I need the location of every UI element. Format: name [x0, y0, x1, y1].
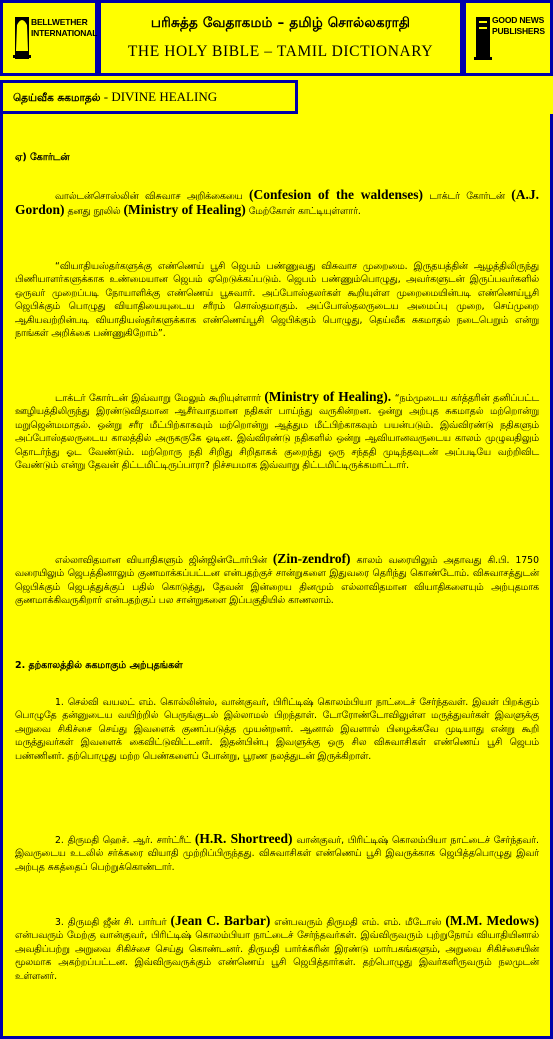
content-area [0, 114, 553, 1039]
title-english: THE HOLY BIBLE – TAMIL DICTIONARY [127, 43, 434, 60]
section-title-english: - DIVINE HEALING [103, 89, 218, 104]
item2-text-2: வான்குவர், பிரிட்டிஷ் கொலம்பியா நாட்டைச் சேர்ந்தவர். இவருடைய உடலில் சர்க்கரை வியாதி முற்றிப்பிருந்தது. விசுவாசிகள் எண்ணெய் பூசி இவருக்காக ஜெபித்தபொழுது இவர் அற்புத சுகத்தைப் பெற்றுக்கொண்டார். [15, 835, 539, 873]
testimony-2 [15, 832, 539, 874]
item2-text-1: 2. திருமதி ஹெச். ஆர். சார்ட்ரீட் [55, 835, 192, 846]
item2-english-1: (H.R. Shortreed) [194, 831, 293, 846]
header [0, 0, 553, 80]
para1-english-2: (A.J. Gordon) [15, 187, 539, 218]
item3-english-1: (Jean C. Barbar) [170, 913, 271, 928]
para4-text-1: எல்லாவிதமான வியாதிகளும் ஜின்ஜின்டோர்பின் [55, 555, 267, 566]
paragraph-confession [15, 188, 539, 219]
subheading-gordon: ஏ) கோர்டன் [15, 152, 70, 163]
item3-english-2: (M.M. Medows) [445, 913, 539, 928]
left-logo-text: BELLWETHER INTERNATIONAL [31, 17, 98, 38]
para1-text-2: டாக்டர் கோர்டன் [429, 191, 505, 202]
section-title-box [0, 80, 298, 114]
para1-english-3: (Ministry of Healing) [123, 202, 246, 218]
right-logo-text: GOOD NEWS PUBLISHERS [492, 15, 545, 36]
para4-text-2: காலம் வரையிலும் அதாவது கி.பி. 1750 வரையிலும் ஜெபத்தினாலும் குணமாக்கப்பட்டன என்பதற்குச் சான்றுகளை இதுவரை தெரிந்து கொண்டோம். விசுவாசத்துடன் ஜெபிக்கும் ஜெபத்துக்குப் பதில் கொடுத்து, தேவன் இன்றைய தினமும் எல்லாவிதமான வியாதிகளையும் அற்புதமாக குணமாக்கிவருகிறார் என்பதற்குப் பல சான்றுகளை இப்பகுதியில் காணலாம். [15, 555, 540, 607]
section-title-tamil: தெய்வீக சுகமாதல் [13, 92, 101, 104]
para3-english-1: (Ministry of Healing). [264, 389, 392, 404]
item3-text-1: 3. திருமதி ஜீன் சி. பார்பர் [55, 917, 167, 928]
paragraph-zinzendorf [15, 552, 539, 608]
testimony-1 [15, 696, 539, 763]
para1-english-1: (Confesion of the waldenses) [249, 187, 424, 202]
para1-text-4: மேற்கோள் காட்டியுள்ளார். [248, 206, 361, 218]
publisher-logo-right [463, 0, 553, 76]
para4-english-1: (Zin-zendrof) [272, 551, 351, 566]
item3-text-2: என்பவரும் திருமதி எம். எம். மீடோஸ் [274, 917, 442, 928]
testimony-3 [15, 914, 539, 983]
para3-text-1: டாக்டர் கோர்டன் இவ்வாறு மேலும் கூறியுள்ளார் [55, 393, 261, 404]
paragraph-two-rivers [15, 390, 539, 472]
para1-text-1: வால்டன்சொஸ்லின் விசுவாச அறிக்கையை [55, 191, 243, 202]
item1-text: 1. செல்வி வயலட் எம். கொல்லின்ஸ், வான்குவர், பிரிட்டிஷ் கொலம்பியா நாட்டைச் சேர்ந்தவள். இவள் பிறக்கும் பொழுதே தன்னுடைய வயிற்றில் பெருங்குடல் இல்லாமல் பிறந்தாள். டோரோண்டோவிலுள்ள மருத்துவர்கள் இவளுக்கு அறுவை சிகிச்சை செய்து இவளைக் குணப்படுத்த முயன்றனர். ஆனால் இவளால் பிழைக்கவே முடியாது என்று கூறி மருத்துவர்கள் இவளைக் கைவிட்டுவிட்டனர். இதன்பின்பு இவளுக்கு ஒரு சில விசுவாசிகள் எண்ணெய் பூசி ஜெபம் பண்ணினர். தற்பொழுது மற்ற பெண்களைப் போன்று, பூரண நலத்துடன் இருக்கிறாள். [15, 697, 539, 762]
paragraph-quote [15, 260, 539, 340]
subheading-modern-miracles: 2. தற்காலத்தில் சுகமாகும் அற்புதங்கள் [15, 660, 183, 671]
para3-text-2: “நம்முடைய கர்த்தரின் தனிப்பட்ட ஊழியத்திலிருந்து இரண்டுவிதமான ஆசீர்வாதமான நதிகள் பாய்ந்து வருகின்றன. ஒன்று அற்புத சுகமாதல் மற்றொன்று மறுஜென்மமாதல். ஒன்று சரீர மீட்பிற்காகவும் மற்றொன்று ஆத்தும மீட்பிற்காகவும் பயன்படும். இவ்விரண்டு நதிகளும் அப்போஸ்தலருடைய காலத்தில் அருகருகே ஓடின. இவ்விரண்டு நதிகளில் ஒன்று ஆவியானவருடைய காலம் முழுவதிலும் தொடர்ந்து ஓட வேண்டும். மற்றொரு நதி சிறிது சிறிதாகக் குறைந்து ஒரு சந்ததி முடிந்தவுடன் அப்படியே வற்றிவிட வேண்டும் என்று தேவன் திட்டமிட்டிருப்பாரா? நிச்சயமாக இவ்வாறு திட்டமிட்டிருக்கமாட்டார். [15, 393, 539, 472]
title-tamil: பரிசுத்த வேதாகமம் – தமிழ் சொல்லகராதி [150, 15, 411, 31]
para1-text-3: தனது நூலில் [67, 206, 121, 218]
title-box [98, 0, 463, 76]
section-title [13, 89, 217, 105]
item3-text-3: என்பவரும் மேற்கு வான்குவர், பிரிட்டிஷ் கொலம்பியா நாட்டைச் சேர்ந்தவர்கள். இவ்விருவரும் புற்றுநோய் வியாதியினால் அவதிப்பற்று அறுவை சிகிச்சை செய்து கொண்டனர். திருமதி பார்க்கரின் இரண்டு மார்பகங்களும், அறுவை சிகிச்சையின் மூலமாக அகற்றப்பட்டன. இவ்விருவருக்கும் எண்ணெய் பூசி ஜெபித்தார்கள். தற்பொழுது இவர்களிருவரும் நலமுடன் உள்ளனர். [15, 930, 539, 982]
para2-text: “வியாதியஸ்தர்களுக்கு எண்ணெய் பூசி ஜெபம் பண்ணுவது விசுவாச முறைமை. இருதயத்தின் ஆழத்திலிருந்து பிணியாளர்களுக்காக உண்மையான ஜெபம் ஏறெடுக்கப்படும். ஜெபம் பண்ணும்பொழுது, அவர்களுடன் இருப்பவர்களில் ஒருவர் முறைப்படி நோயாளிக்கு எண்ணெய் பூசுவார். அப்போஸ்தலர்கள் கூறியுள்ள முறைமையின்படி எண்ணெய்பூசி ஜெபிக்கும் பொழுது வியாதியையுடைய சரீரம் சொஸ்தமாகும். அப்போஸ்தலருடைய அமைப்பு முறை, செய்முறை ஆகியவற்றின்படி வியாதியஸ்தர்களுக்காக எண்ணெய்பூசி ஜெபிக்கும் பொழுது, தெய்வீக சுகமாதல் நடைபெறும் என்று நாங்கள் அறிக்கை பண்ணுகிறோம்”. [15, 261, 539, 340]
publisher-logo-left [0, 0, 98, 76]
